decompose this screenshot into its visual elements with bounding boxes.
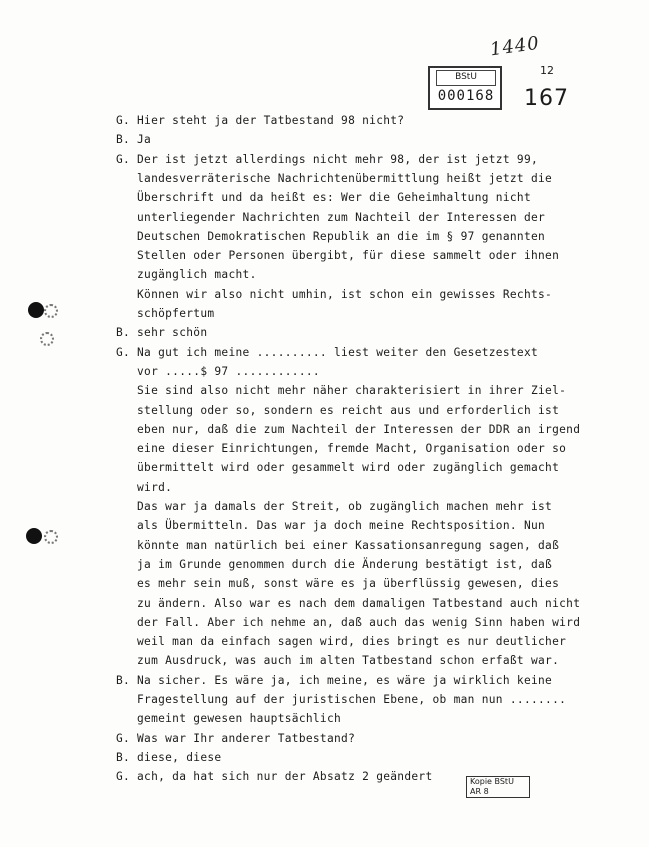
punch-hole-ghost-icon [40, 332, 54, 346]
speaker-label: G. [116, 153, 131, 166]
transcript-line: Können wir also nicht umhin, ist schon ein gewisses Rechts- [137, 288, 553, 301]
punch-hole-icon [26, 528, 42, 544]
transcript-line: Fragestellung auf der juristischen Ebene, ob man nun ........ [137, 693, 567, 706]
transcript-line: weil man da einfach sagen wird, dies bringt es nur deutlicher [137, 635, 567, 648]
speaker-label: B. [116, 751, 131, 764]
copy-stamp-line2: AR 8 [470, 787, 489, 796]
page-number: 167 [524, 86, 569, 111]
transcript-line: gemeint gewesen hauptsächlich [137, 712, 342, 725]
transcript-line: als Übermitteln. Das war ja doch meine Rechtsposition. Nun [137, 519, 546, 532]
copy-stamp [466, 776, 530, 798]
transcript-line: Stellen oder Personen übergibt, für diese sammelt oder ihnen [137, 249, 560, 262]
punch-hole-icon [28, 302, 44, 318]
stamp-agency: BStU [436, 70, 496, 86]
copy-stamp-line1: Kopie BStU [470, 777, 514, 786]
transcript-line: schöpfertum [137, 307, 215, 320]
transcript-line: Der ist jetzt allerdings nicht mehr 98, der ist jetzt 99, [137, 153, 539, 166]
transcript-line: Das war ja damals der Streit, ob zugänglich machen mehr ist [137, 500, 553, 513]
transcript-line: ja im Grunde genommen durch die Änderung bestätigt ist, daß [137, 558, 553, 571]
speaker-label: B. [116, 326, 131, 339]
transcript-line: diese, diese [137, 751, 222, 764]
transcript-line: vor .....$ 97 ............ [137, 365, 320, 378]
transcript-line: übermittelt wird oder gesammelt wird oder zugänglich gemacht [137, 461, 560, 474]
speaker-label: G. [116, 114, 131, 127]
stamp-number: 000168 [437, 88, 495, 104]
page-number-small: 12 [540, 64, 554, 77]
transcript-line: könnte man natürlich bei einer Kassationsanregung sagen, daß [137, 539, 560, 552]
transcript-line: Deutschen Demokratischen Republik an die im § 97 genannten [137, 230, 546, 243]
speaker-label: G. [116, 732, 131, 745]
transcript-line: sehr schön [137, 326, 208, 339]
speaker-label: G. [116, 346, 131, 359]
punch-hole-ghost-icon [44, 304, 58, 318]
transcript-line: Na sicher. Es wäre ja, ich meine, es wäre ja wirklich keine [137, 674, 553, 687]
transcript-line: unterliegender Nachrichten zum Nachteil der Interessen der [137, 211, 546, 224]
transcript-line: Überschrift und da heißt es: Wer die Geheimhaltung nicht [137, 191, 531, 204]
transcript-line: zu ändern. Also war es nach dem damaligen Tatbestand auch nicht [137, 597, 581, 610]
speaker-label: B. [116, 674, 131, 687]
transcript-line: zum Ausdruck, was auch im alten Tatbestand schon erfaßt war. [137, 654, 560, 667]
handwritten-archive-number: 1440 [488, 32, 542, 61]
speaker-label: B. [116, 133, 131, 146]
transcript-line: Na gut ich meine .......... liest weiter den Gesetzestext [137, 346, 539, 359]
transcript-line: Ja [137, 133, 152, 146]
transcript-line: es mehr sein muß, sonst wäre es ja überflüssig gewesen, dies [137, 577, 560, 590]
speaker-label: G. [116, 770, 131, 783]
transcript-line: der Fall. Aber ich nehme an, daß auch das wenig Sinn haben wird [137, 616, 581, 629]
transcript-line: stellung oder so, sondern es reicht aus und erforderlich ist [137, 404, 560, 417]
transcript-line: ach, da hat sich nur der Absatz 2 geändert [137, 770, 433, 783]
transcript-line: eine dieser Einrichtungen, fremde Macht, Organisation oder so [137, 442, 567, 455]
transcript-line: zugänglich macht. [137, 268, 257, 281]
transcript-line: eben nur, daß die zum Nachteil der Interessen der DDR an irgend [137, 423, 581, 436]
transcript-line: landesverräterische Nachrichtenübermittlung heißt jetzt die [137, 172, 553, 185]
transcript-line: Sie sind also nicht mehr näher charakterisiert in ihrer Ziel- [137, 384, 567, 397]
archive-stamp [428, 66, 502, 110]
transcript-line: wird. [137, 481, 173, 494]
transcript-line: Hier steht ja der Tatbestand 98 nicht? [137, 114, 405, 127]
punch-hole-ghost-icon [44, 530, 58, 544]
transcript-line: Was war Ihr anderer Tatbestand? [137, 732, 356, 745]
